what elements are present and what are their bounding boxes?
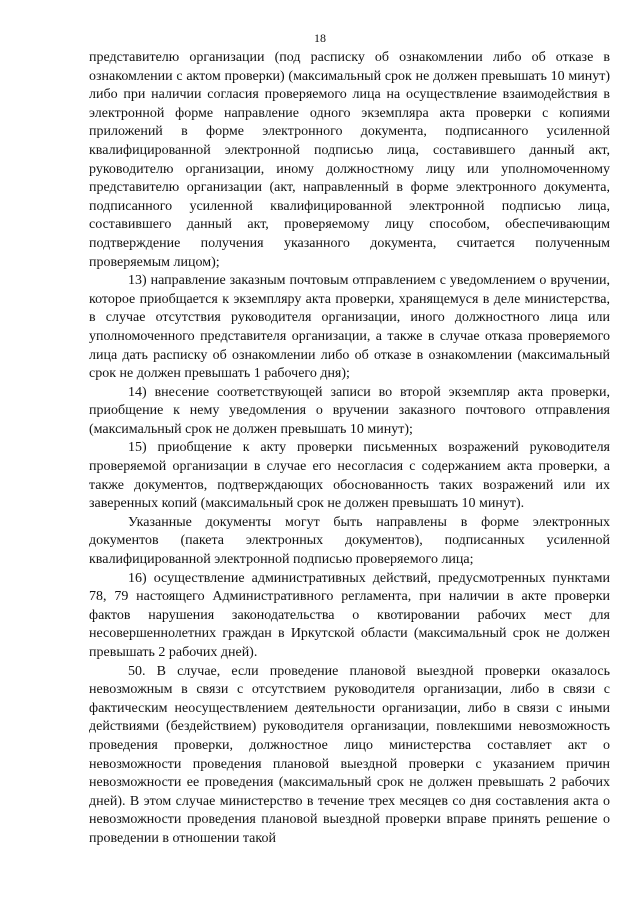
paragraph-section-50: 50. В случае, если проведение плановой выездной проверки оказалось невозможным в связи с отсутствием руководителя организации, либо в связи с фактическим неосуществлением деятельности организации, либо в связи с иными действиями (бездействием) руководителя организации, повлекшими невозможность проведения проверки, должностное лицо министерства составляет акт о невозможности проведения плановой выездной проверки с указанием причин невозможности ее проведения (максимальный срок не должен превышать 2 рабочих дней). В этом случае министерство в течение трех месяцев со дня составления акта о невозможности проведения плановой выездной проверки вправе принять решение о проведении в отношении такой: [89, 663, 610, 846]
paragraph-documents-note: Указанные документы могут быть направлены в форме электронных документов (пакета электронных документов), подписанных усиленной квалифицированной электронной подписью проверяемого лица;: [89, 514, 610, 568]
paragraph-item-16: 16) осуществление административных действий, предусмотренных пунктами 78, 79 настоящего Административного регламента, при наличии в акте проверки фактов нарушения законодательства о квотировании рабочих мест для несовершеннолетних граждан в Иркутской области (максимальный срок не должен превышать 2 рабочих дней).: [89, 570, 610, 660]
paragraph-item-14: 14) внесение соответствующей записи во второй экземпляр акта проверки, приобщение к нему уведомления о вручении заказного почтового отправления (максимальный срок не должен превышать 10 минут);: [89, 384, 610, 437]
document-body: [89, 49, 610, 849]
page-number: 18: [314, 31, 326, 45]
paragraph-item-13: 13) направление заказным почтовым отправлением с уведомлением о вручении, которое приобщается к экземпляру акта проверки, хранящемуся в деле министерства, в случае отсутствия руководителя организации, иного должностного лица или уполномоченного представителя организации, а также в случае отказа проверяемого лица дать расписку об ознакомлении либо об отказе в ознакомлении (максимальный срок не должен превышать 1 рабочего дня);: [89, 273, 610, 382]
paragraph-continuation: представителю организации (под расписку об ознакомлении либо об отказе в ознакомлении с актом проверки) (максимальный срок не должен превышать 10 минут) либо при наличии согласия проверяемого лица на осуществление взаимодействия в электронной форме направление одного экземпляра акта проверки с копиями приложений в форме электронного документа, подписанного усиленной квалифицированной электронной подписью лица, составившего данный акт, руководителю организации, иному должностному лицу или уполномоченному представителю организации (акт, направленный в форме электронного документа, подписанного усиленной квалифицированной электронной подписью лица, составившего данный акт, проверяемому лицу способом, обеспечивающим подтверждение получения указанного документа, считается полученным проверяемым лицом);: [89, 50, 610, 270]
paragraph-item-15: 15) приобщение к акту проверки письменных возражений руководителя проверяемой организации в случае его несогласия с содержанием акта проверки, а также документов, подтверждающих обоснованность таких возражений или их заверенных копий (максимальный срок не должен превышать 10 минут).: [89, 440, 610, 512]
